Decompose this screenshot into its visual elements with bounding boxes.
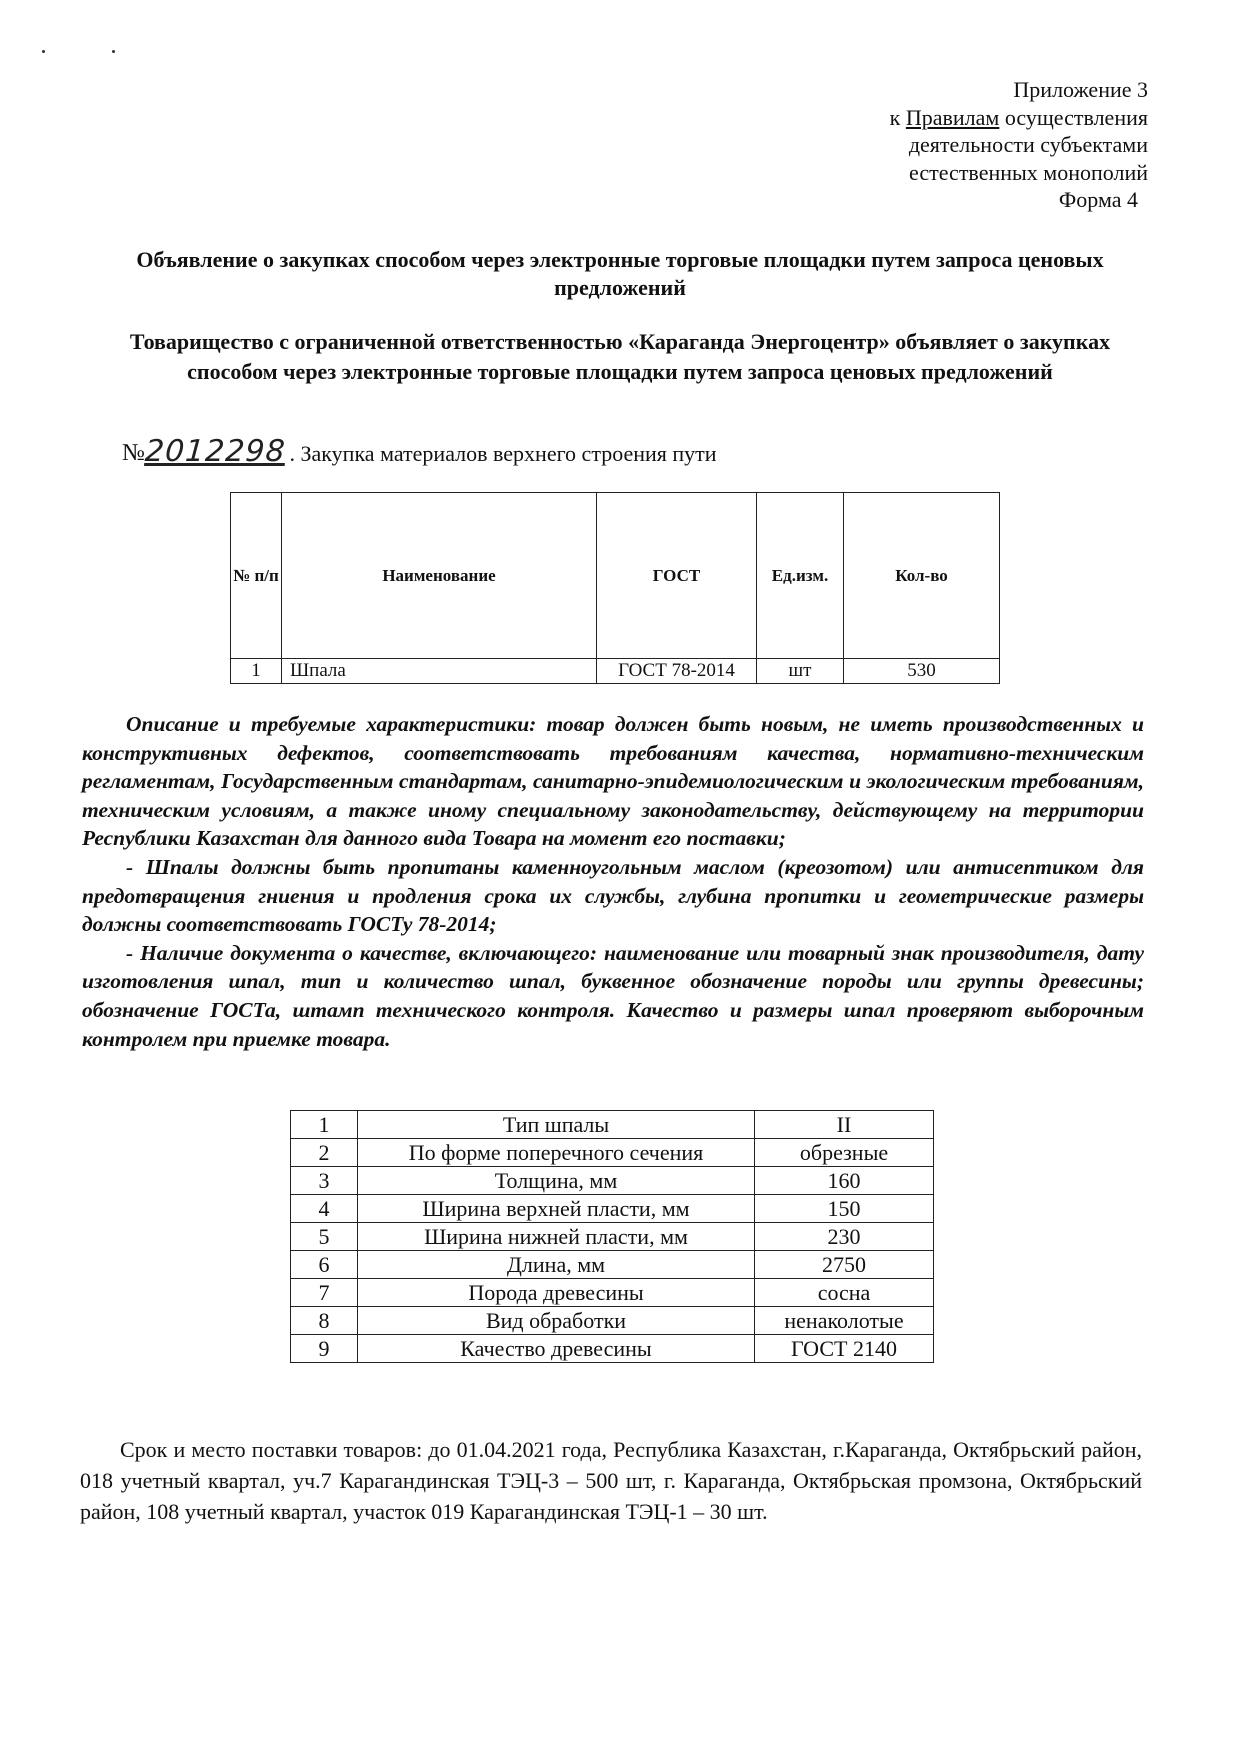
description-paragraph: - Шпалы должны быть пропитаны каменноугольным маслом (креозотом) или антисептиком для предотвращения гниения и продления срока их службы, глубина пропитки и геометрические размеры должны соответствовать ГОСТу 78-2014;	[82, 854, 1144, 937]
specs-table	[290, 1110, 934, 1363]
table-cell: 2	[291, 1139, 358, 1167]
table-cell: По форме поперечного сечения	[358, 1139, 755, 1167]
table-row	[291, 1335, 934, 1363]
table-row	[231, 659, 1000, 684]
table-row	[291, 1251, 934, 1279]
table-cell: Длина, мм	[358, 1251, 755, 1279]
table-cell: Толщина, мм	[358, 1167, 755, 1195]
number-sign: №	[122, 440, 145, 466]
table-cell: 530	[844, 659, 1000, 684]
delivery-terms: Срок и место поставки товаров: до 01.04.2021 года, Республика Казахстан, г.Караганда, Октябрьский район, 018 учетный квартал, уч.7 Карагандинская ТЭЦ-3 – 500 шт, г. Караганда, Октябрьская промзона, Октябрьский район, 108 учетный квартал, участок 019 Карагандинская ТЭЦ-1 – 30 шт.	[80, 1437, 1142, 1524]
table-cell: Качество древесины	[358, 1335, 755, 1363]
table-cell: Ширина верхней пласти, мм	[358, 1195, 755, 1223]
table-row	[291, 1139, 934, 1167]
table-cell: Шпала	[282, 659, 597, 684]
table-cell: 8	[291, 1307, 358, 1335]
table-cell: ГОСТ 78-2014	[597, 659, 757, 684]
document-subtitle: Товарищество с ограниченной ответственностью «Караганда Энергоцентр» объявляет о закупках способом через электронные торговые площадки путем запроса ценовых предложений	[129, 329, 1111, 384]
table-cell: 5	[291, 1223, 358, 1251]
table-cell: ненаколотые	[755, 1307, 934, 1335]
table-cell: 2750	[755, 1251, 934, 1279]
document-title: Объявление о закупках способом через электронные торговые площадки путем запроса ценовых предложений	[136, 247, 1104, 300]
table-cell: 160	[755, 1167, 934, 1195]
header-cell: Ед.изм.	[757, 493, 844, 659]
table-row	[291, 1167, 934, 1195]
rules-link[interactable]: Правилам	[905, 104, 1000, 130]
lot-title: . Закупка материалов верхнего строения пути	[289, 441, 717, 466]
table-cell: 4	[291, 1195, 358, 1223]
lot-line	[122, 434, 717, 469]
appendix-note	[768, 76, 1148, 214]
table-cell: Вид обработки	[358, 1307, 755, 1335]
appendix-line: деятельности субъектами	[908, 132, 1148, 157]
table-cell: 150	[755, 1195, 934, 1223]
table-cell: 230	[755, 1223, 934, 1251]
table-cell: 9	[291, 1335, 358, 1363]
table-row	[291, 1195, 934, 1223]
handwritten-lot-number: 2012298	[143, 434, 287, 469]
table-row	[291, 1307, 934, 1335]
appendix-line: естественных монополий	[909, 159, 1148, 185]
table-cell: обрезные	[755, 1139, 934, 1167]
table-cell: Порода древесины	[358, 1279, 755, 1307]
description-paragraph: - Наличие документа о качестве, включающего: наименование или товарный знак производителя, дату изготовления шпал, тип и количество шпал, буквенное обозначение породы или группы древесины; обозначение ГОСТа, штамп технического контроля. Качество и размеры шпал проверяют выборочным контролем при приемке товара.	[82, 940, 1144, 1051]
table-row	[291, 1223, 934, 1251]
table-row	[291, 1279, 934, 1307]
table-cell: 3	[291, 1167, 358, 1195]
table-cell: 6	[291, 1251, 358, 1279]
table-cell: II	[755, 1111, 934, 1139]
header-cell: Наименование	[282, 493, 597, 659]
form-number: Форма 4	[1058, 187, 1138, 212]
description-paragraph: Описание и требуемые характеристики: товар должен быть новым, не иметь производственных и конструктивных дефектов, соответствовать требованиям качества, нормативно-техническим регламентам, Государственным стандартам, санитарно-эпидемиологическим и экологическим требованиям, техническим условиям, а также иному специальному законодательству, действующему на территории Республики Казахстан для данного вида Товара на момент его поставки;	[82, 712, 1144, 851]
table-cell: ГОСТ 2140	[755, 1335, 934, 1363]
table-row	[291, 1111, 934, 1139]
table-cell: Тип шпалы	[358, 1111, 755, 1139]
table-header-row	[231, 493, 1000, 659]
appendix-line: к Правилам осуществления	[889, 104, 1148, 130]
description-block	[82, 710, 1144, 1053]
table-cell: шт	[757, 659, 844, 684]
table-cell: 1	[291, 1111, 358, 1139]
appendix-line: Приложение 3	[1013, 77, 1148, 102]
table-cell: 7	[291, 1279, 358, 1307]
header-cell: № п/п	[231, 493, 282, 659]
header-cell: Кол-во	[844, 493, 1000, 659]
scan-speck	[112, 50, 115, 53]
table-cell: сосна	[755, 1279, 934, 1307]
header-cell: ГОСТ	[597, 493, 757, 659]
scan-speck	[42, 50, 45, 53]
items-table	[230, 492, 1000, 684]
table-cell: 1	[231, 659, 282, 684]
table-cell: Ширина нижней пласти, мм	[358, 1223, 755, 1251]
